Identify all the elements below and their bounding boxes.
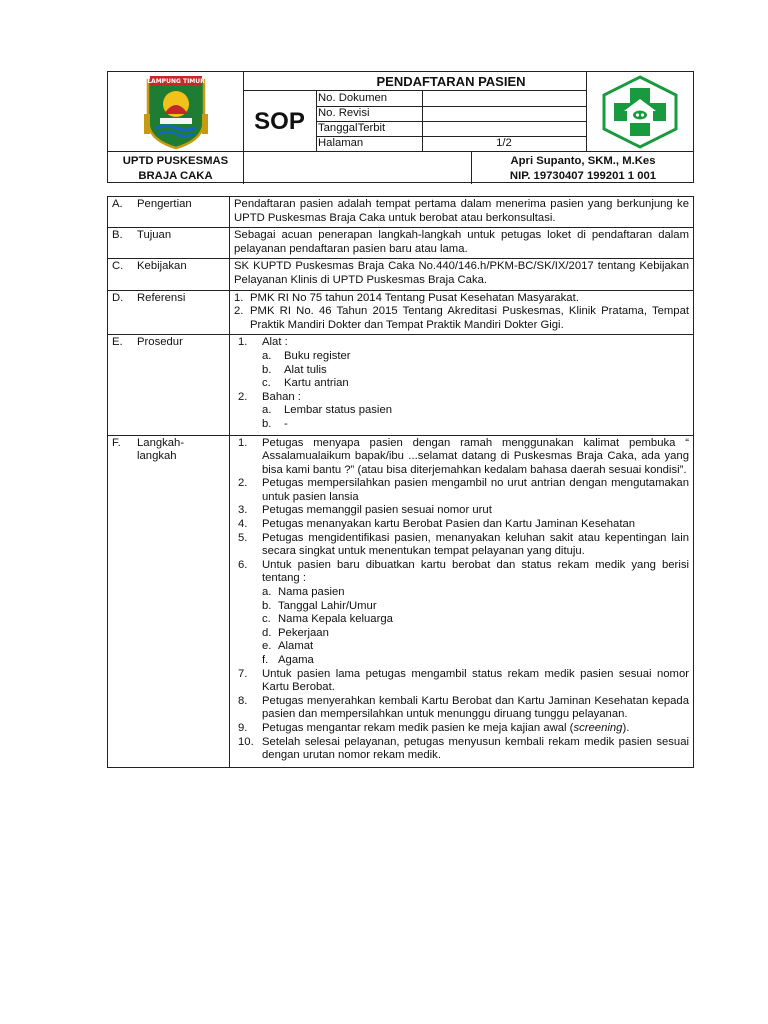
list-item: 6. Untuk pasien baru dibuatkan kartu berobat dan status rekam medik yang berisi tentang : [238,558,689,585]
list-item: 2. Bahan : [238,390,301,403]
list-item: 1. PMK RI No 75 tahun 2014 Tentang Pusat Kesehatan Masyarakat. [234,291,579,304]
field-label-revisi: No. Revisi [318,107,370,119]
list-item: 4. Petugas menanyakan kartu Berobat Pasien dan Kartu Jaminan Kesehatan [238,518,636,531]
field-label-halaman: Halaman [318,137,364,149]
list-item: 7. Untuk pasien lama petugas mengambil status rekam medik pasien sesuai nomor Kartu Berobat. [238,667,689,694]
section-label: Referensi [137,291,186,304]
row-tujuan: B. Tujuan Sebagai acuan penerapan langkah-langkah untuk petugas loket di pendaftaran dalam pelayanan pendaftaran pasien baru atau lama. [108,228,694,259]
list-item: a. Lembar status pasien [262,404,393,417]
list-item: 10. Setelah selesai pelayanan, petugas menyusun kembali rekam medik pasien sesuai dengan urutan nomor rekam medik. [238,735,689,762]
list-item: a. Buku register [262,349,351,362]
puskesmas-logo [586,72,694,152]
referensi-list [230,290,694,335]
section-label: Prosedur [137,336,183,349]
document-title: PENDAFTARAN PASIEN [376,74,526,89]
sop-label: SOP [254,107,305,135]
list-item: b. Alat tulis [262,363,327,376]
field-label-dokumen: No. Dokumen [318,92,388,104]
section-label: Tujuan [137,229,172,242]
list-item: 8. Petugas menyerahkan kembali Kartu Berobat dan Kartu Jaminan Kesehatan kepada pasien dan mempersilahkan untuk menunggu diruang tunggu pelayanan. [238,694,689,721]
lampung-timur-emblem-icon [140,74,212,150]
field-value-halaman: 1/2 [496,137,512,149]
row-pengertian: A. Pengertian Pendaftaran pasien adalah tempat pertama dalam menerima pasien yang berkunjung ke UPTD Puskesmas Braja Caka untuk berobat atau berkonsultasi. [108,197,694,228]
list-item: 9. Petugas mengantar rekam medik pasien ke meja kajian awal (screening). [238,721,630,734]
list-item: d. Pekerjaan [262,626,329,639]
sop-header [107,71,694,183]
regency-logo [108,72,243,152]
section-label: Pengertian [137,198,192,210]
list-item: 1. Petugas menyapa pasien dengan ramah menggunakan kalimat pembuka “ Assalamualaikum bapak/ibu ...selamat datang di Puskesmas Braja Caka, ada yang bisa kami bantu ?” (atau bisa diterjemahkan kedalam bahasa daerah sesuai kondisi”. [238,436,689,476]
unit-name: UPTD PUSKESMAS BRAJA CAKA [122,155,229,182]
list-item: a. Nama pasien [262,586,345,599]
list-item: c. Kartu antrian [262,377,349,390]
langkah-list [230,435,694,767]
list-item: f. Agama [262,654,314,666]
section-label: Kebijakan [137,260,187,273]
list-item: 5. Petugas mengidentifikasi pasien, menanyakan keluhan sakit atau kepentingan lain secara singkat untuk menentukan tempat pelayanan yang dituju. [238,531,689,558]
puskesmas-cross-icon [600,75,680,149]
list-item: 2. Petugas mempersilahkan pasien mengambil no urut antrian dengan mengutamakan untuk pasien lansia [238,477,689,503]
signer-name: Apri Supanto, SKM., M.Kes [510,155,656,167]
section-label: Langkah- langkah [137,436,185,463]
list-item: 1. Alat : [238,336,288,349]
list-item: 3. Petugas memanggil pasien sesuai nomor urut [238,504,492,517]
row-langkah: F. Langkah- langkah 1. Petugas menyapa pasien dengan ramah menggunakan kalimat pembuka “ Assalamualaikum bapak/ibu ...selamat datang di Puskesmas Braja Caka, ada yang bisa kami bantu ?” (atau bisa diterjemahkan kedalam bahasa daerah sesuai kondisi”. 2. Petugas mempersilahkan pasien mengambil no urut antrian dengan mengutamakan untuk pasien lansia 3. Petugas memanggil pasien sesuai nomor urut 4. Petugas menanyakan kartu Berobat Pasien dan Kartu Jaminan Kesehatan 5. Petugas mengidentifikasi pasien, menanyakan keluhan sakit atau kepentingan lain secara singkat untuk menentukan tempat pelayanan yang dituju. 6. Untuk pasien baru dibuatkan kartu berobat dan status rekam medik yang berisi tentang : a. Nama pasien b. Tanggal Lahir/Umur c. Nama Kepala keluarga d. Pekerjaan e. Alamat f. Agama 7. Untuk pasien lama petugas mengambil status rekam medik pasien sesuai nomor Kartu Berobat. 8. Petugas menyerahkan kembali Kartu Berobat dan Kartu Jaminan Kesehatan kepada pasien dan mempersilahkan untuk menunggu diruang tunggu pelayanan. 9. Petugas mengantar rekam medik pasien ke meja kajian awal (screening). 10. Setelah selesai pelayanan, petugas menyusun kembali rekam medik pasien sesuai dengan urutan nomor rekam medik. [108,435,694,767]
section-text: Pendaftaran pasien adalah tempat pertama dalam menerima pasien yang berkunjung ke UPTD Puskesmas Braja Caka untuk berobat atau berkonsultasi. [230,197,694,228]
row-kebijakan: C. Kebijakan SK KUPTD Puskesmas Braja Caka No.440/146.h/PKM-BC/SK/IX/2017 tentang Kebijakan Pelayanan Klinis di UPTD Puskesmas Braja Caka. [108,259,694,290]
signer-nip: NIP. 19730407 199201 1 001 [509,170,657,182]
section-text: SK KUPTD Puskesmas Braja Caka No.440/146.h/PKM-BC/SK/IX/2017 tentang Kebijakan Pelayanan Klinis di UPTD Puskesmas Braja Caka. [230,259,694,290]
list-item: b. - [262,417,288,430]
list-item: b. Tanggal Lahir/Umur [262,599,377,612]
row-prosedur: E. Prosedur 1. Alat : a. Buku register b. Alat tulis c. Kartu antrian 2. Bahan : a. Lembar status pasien b. - [108,335,694,435]
row-referensi: D. Referensi 1. PMK RI No 75 tahun 2014 Tentang Pusat Kesehatan Masyarakat. 2. PMK RI No. 46 Tahun 2015 Tentang Akreditasi Puskesmas, Klinik Pratama, Tempat Praktik Mandiri Dokter dan Tempat Praktik Mandiri Dokter Gigi. [108,290,694,335]
signature-block [471,152,695,184]
list-item: e. Alamat [262,640,314,653]
list-item: 2. PMK RI No. 46 Tahun 2015 Tentang Akreditasi Puskesmas, Klinik Pratama, Tempat Praktik Mandiri Dokter dan Tempat Praktik Mandiri Dokter Gigi. [234,305,689,331]
list-item: c. Nama Kepala keluarga [262,613,393,626]
svg-text:LAMPUNG TIMUR: LAMPUNG TIMUR [146,78,205,85]
section-text: Sebagai acuan penerapan langkah-langkah untuk petugas loket di pendaftaran dalam pelayanan pendaftaran pasien baru atau lama. [230,228,694,259]
field-label-tanggal: TanggalTerbit [318,122,386,134]
sop-content-table [107,196,694,768]
prosedur-list [230,335,694,435]
